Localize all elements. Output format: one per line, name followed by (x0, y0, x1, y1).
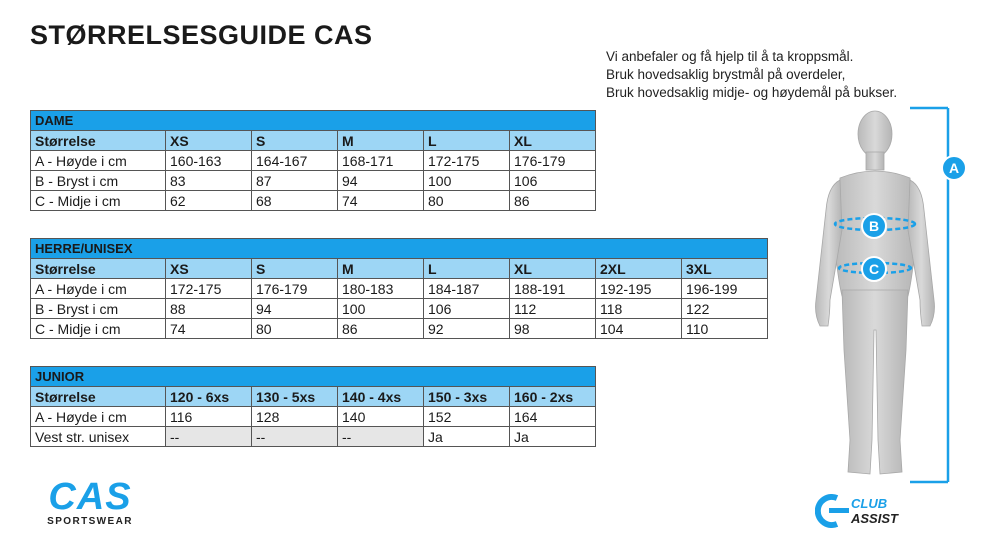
table-cell: 176-179 (510, 151, 596, 171)
column-header: 150 - 3xs (424, 387, 510, 407)
table-cell: -- (166, 427, 252, 447)
table-row (31, 407, 596, 427)
table-cell: 128 (252, 407, 338, 427)
table-cell: 110 (682, 319, 768, 339)
column-header: XL (510, 131, 596, 151)
table-cell: 196-199 (682, 279, 768, 299)
column-header: M (338, 259, 424, 279)
column-header: 160 - 2xs (510, 387, 596, 407)
marker-a-label: A (948, 160, 960, 176)
table-cell: 180-183 (338, 279, 424, 299)
table-cell: 118 (596, 299, 682, 319)
table-cell: 192-195 (596, 279, 682, 299)
column-header: M (338, 131, 424, 151)
column-header: L (424, 259, 510, 279)
table-cell: 160-163 (166, 151, 252, 171)
page-title: STØRRELSESGUIDE CAS (30, 20, 373, 50)
row-label: A - Høyde i cm (31, 279, 166, 299)
table-cell: 86 (338, 319, 424, 339)
table-row (31, 319, 768, 339)
table-header-row (31, 131, 596, 151)
table-cell: 140 (338, 407, 424, 427)
table-header-row (31, 259, 768, 279)
table-dame (30, 110, 596, 211)
column-header: 140 - 4xs (338, 387, 424, 407)
table-heading: DAME (31, 111, 596, 131)
column-header: 2XL (596, 259, 682, 279)
table-cell: 164-167 (252, 151, 338, 171)
table-cell: Ja (510, 427, 596, 447)
table-cell: 80 (424, 191, 510, 211)
table-cell: 104 (596, 319, 682, 339)
row-label: B - Bryst i cm (31, 299, 166, 319)
table-row (31, 427, 596, 447)
note-line-2: Bruk hovedsaklig brystmål på overdeler, (606, 67, 846, 82)
table-cell: 88 (166, 299, 252, 319)
table-cell: 172-175 (424, 151, 510, 171)
column-header: XL (510, 259, 596, 279)
table-cell: 86 (510, 191, 596, 211)
table-cell: 68 (252, 191, 338, 211)
table-cell: 62 (166, 191, 252, 211)
row-label: A - Høyde i cm (31, 151, 166, 171)
column-header: XS (166, 131, 252, 151)
measurement-note (606, 48, 897, 102)
table-cell: 100 (424, 171, 510, 191)
table-cell: 92 (424, 319, 510, 339)
row-label: C - Midje i cm (31, 319, 166, 339)
table-row (31, 279, 768, 299)
row-label: A - Høyde i cm (31, 407, 166, 427)
table-cell: 106 (424, 299, 510, 319)
column-header: XS (166, 259, 252, 279)
human-silhouette (816, 111, 935, 474)
table-cell: 80 (252, 319, 338, 339)
marker-c (862, 257, 886, 281)
row-label: B - Bryst i cm (31, 171, 166, 191)
column-header: 130 - 5xs (252, 387, 338, 407)
marker-c-label: C (868, 261, 880, 277)
table-cell: 168-171 (338, 151, 424, 171)
marker-a (942, 156, 966, 180)
marker-b-label: B (868, 218, 880, 234)
table-cell: 172-175 (166, 279, 252, 299)
cas-logo-mark: CAS (48, 478, 132, 518)
table-cell: 188-191 (510, 279, 596, 299)
table-cell: 98 (510, 319, 596, 339)
note-line-1: Vi anbefaler og få hjelp til å ta kroppsmål. (606, 49, 854, 64)
table-cell: 94 (338, 171, 424, 191)
row-label: Vest str. unisex (31, 427, 166, 447)
table-cell: 106 (510, 171, 596, 191)
table-cell: 74 (338, 191, 424, 211)
table-cell: Ja (424, 427, 510, 447)
table-cell: 94 (252, 299, 338, 319)
table-header-row (31, 387, 596, 407)
table-cell: 176-179 (252, 279, 338, 299)
table-herre-unisex (30, 238, 768, 339)
column-header: L (424, 131, 510, 151)
club-logo-line1: CLUB (851, 496, 888, 511)
club-assist-logo (815, 494, 935, 528)
table-row (31, 191, 596, 211)
table-cell: -- (252, 427, 338, 447)
table-cell: 74 (166, 319, 252, 339)
column-header: Størrelse (31, 131, 166, 151)
row-label: C - Midje i cm (31, 191, 166, 211)
table-cell: 112 (510, 299, 596, 319)
column-header: Størrelse (31, 259, 166, 279)
table-cell: 87 (252, 171, 338, 191)
table-junior (30, 366, 596, 447)
note-line-3: Bruk hovedsaklig midje- og høydemål på bukser. (606, 85, 898, 100)
column-header: 3XL (682, 259, 768, 279)
body-measurement-figure (790, 100, 980, 490)
table-cell: 164 (510, 407, 596, 427)
table-cell: -- (338, 427, 424, 447)
table-cell: 122 (682, 299, 768, 319)
table-row (31, 151, 596, 171)
column-header: 120 - 6xs (166, 387, 252, 407)
table-cell: 152 (424, 407, 510, 427)
column-header: S (252, 131, 338, 151)
marker-b (862, 214, 886, 238)
table-row (31, 299, 768, 319)
club-logo-line2: ASSIST (851, 511, 898, 526)
table-heading: JUNIOR (31, 367, 596, 387)
cas-sportswear-logo (28, 478, 152, 528)
table-cell: 100 (338, 299, 424, 319)
table-cell: 83 (166, 171, 252, 191)
column-header: Størrelse (31, 387, 166, 407)
table-heading: HERRE/UNISEX (31, 239, 768, 259)
table-cell: 116 (166, 407, 252, 427)
table-cell: 184-187 (424, 279, 510, 299)
cas-logo-subtitle: SPORTSWEAR (47, 516, 133, 527)
column-header: S (252, 259, 338, 279)
table-row (31, 171, 596, 191)
